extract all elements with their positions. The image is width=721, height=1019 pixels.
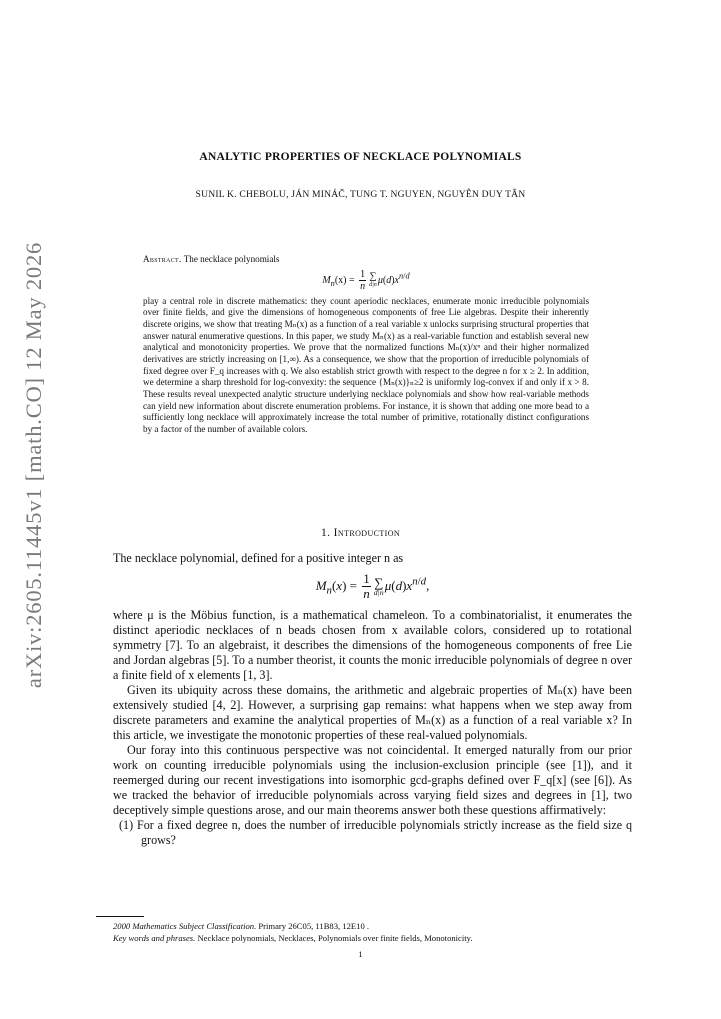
paper-authors: SUNIL K. CHEBOLU, JÁN MINÁČ, TUNG T. NGUYEN, NGUYỄN DUY TÂN — [195, 189, 526, 200]
paper-title: ANALYTIC PROPERTIES OF NECKLACE POLYNOMIALS — [199, 151, 522, 163]
footnote-rule — [96, 916, 144, 917]
page-number: 1 — [358, 949, 363, 959]
abstract-body: play a central role in discrete mathematics: they count aperiodic necklaces, enumerate monic irreducible polynomials over finite fields, and give the dimensions of homogeneous components of free Lie algebras. Despite their inherently discrete origins, we show that treating Mₙ(x) as a function of a real variable x unlocks surprising structural properties that answer natural enumerative questions. In this paper, we study Mₙ(x) as a real-variable function and establish several new analytical and monotonicity properties. We prove that the normalized functions Mₙ(x)/xⁿ and their higher normalized derivatives are strictly increasing on [1,∞). As a consequence, we show that the proportion of irreducible polynomials of fixed degree over F_q increases with q. We also establish strict growth with respect to the degree n for x ≥ 2. In addition, we determine a sharp threshold for log-convexity: the sequence {Mₙ(x)}ₙ≥2 is uniformly log-convex if and only if x > 8. These results reveal unexpected analytic structure underlying necklace polynomials and show how real-variable methods can yield new information about discrete enumeration problems. For instance, it is shown that adding one more bead to a sufficiently long necklace will approximately increase the total number of primitive, rotationally distinct configurations by a factor of the number of available colors. — [143, 295, 589, 434]
section-heading — [0, 527, 721, 539]
paragraph-2: Given its ubiquity across these domains, the arithmetic and algebraic properties of Mₙ(x) have been extensively studied [4, 2]. However, a surprising gap remains: what happens when we step away from discrete parameters and examine the analytical properties of Mₙ(x) as a function of a real variable x? In this article, we investigate the monotonic properties of these real-valued polynomials. — [113, 682, 632, 743]
abstract — [143, 254, 589, 436]
footnote-keywords-label: Key words and phrases. — [113, 933, 196, 944]
abstract-first-line — [143, 254, 589, 266]
body-text — [113, 551, 632, 848]
footnote-keywords-text: Necklace polynomials, Necklaces, Polynomials over finite fields, Monotonicity. — [197, 933, 473, 944]
abstract-intro: The necklace polynomials — [183, 254, 280, 264]
section-title: Introduction — [333, 527, 401, 539]
arxiv-identifier — [10, 241, 58, 689]
question-list — [113, 818, 632, 848]
formula-arg: (x) = — [334, 274, 355, 286]
display-equation: $M_n(x)$ = $\frac{1}{n}$ ∑ d|n $\mu(d)x^{n/d}$, — [315, 571, 430, 602]
formula-fraction: $\frac{1}{n}$ — [360, 268, 366, 292]
abstract-formula: $M_n(x)$ = $\frac{1}{n}$ ∑ d|n $\mu(d)x^{n/d}$ — [322, 268, 410, 292]
section-number: 1. — [320, 527, 331, 539]
question-1-number: (1) — [119, 818, 134, 833]
paragraph-1-intro: The necklace polynomial, defined for a positive integer n as — [113, 551, 404, 565]
formula-symbol: M — [322, 274, 331, 286]
footnotes — [113, 920, 632, 944]
arxiv-identifier-text: arXiv:2605.11445v1 [math.CO] 12 May 2026 — [21, 241, 46, 689]
paragraph-1: where μ is the Möbius function, is a mathematical chameleon. To a combinatorialist, it enumerates the distinct aperiodic necklaces of n beads chosen from x available colors, considered up to rotational symmetry [7]. To an algebraist, it describes the dimensions of the homogeneous components of free Lie and Jordan algebras [5]. To a number theorist, it counts the monic irreducible polynomials of degree n over a finite field of x elements [1, 3]. — [113, 607, 632, 682]
formula-sum: ∑ d|n — [369, 271, 377, 289]
footnote-msc-text: Primary 26C05, 11B83, 12E10 . — [258, 921, 370, 931]
question-1 — [113, 818, 632, 848]
footnote-keywords — [113, 932, 632, 944]
abstract-label: Abstract. — [143, 254, 182, 264]
footnote-msc-label: 2000 Mathematics Subject Classification. — [113, 921, 257, 931]
footnote-msc — [113, 920, 632, 932]
question-1-text: For a fixed degree n, does the number of irreducible polynomials strictly increase as the field size q grows? — [136, 818, 632, 848]
paragraph-3: Our foray into this continuous perspective was not coincidental. It emerged naturally from our prior work on counting irreducible polynomials using the inclusion-exclusion principle (see [1]), and it reemerged during our recent investigations into isomorphic gcd-graphs defined over F_q[x] (see [6]). As we tracked the behavior of irreducible polynomials across varying field sizes and degrees in [1], two deceptively simple questions arose, and our main theorems answer both these questions affirmatively: — [113, 743, 632, 818]
formula-subscript: n — [330, 278, 335, 288]
